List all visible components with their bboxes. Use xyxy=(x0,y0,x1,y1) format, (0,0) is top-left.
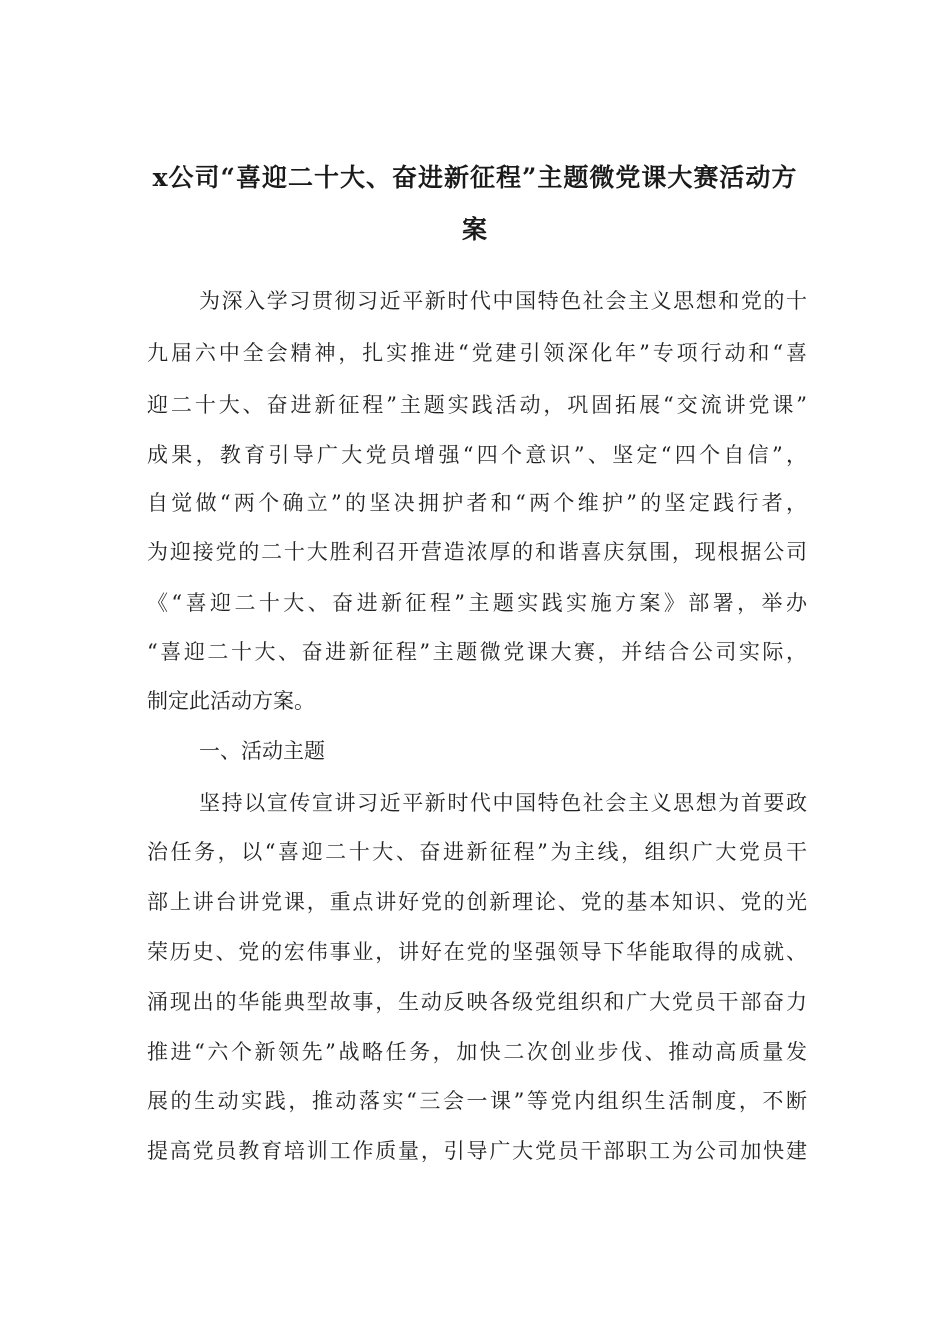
section-1-line-4: 荣历史、党的宏伟事业，讲好在党的坚强领导下华能取得的成就、 xyxy=(147,940,807,964)
intro-line-7: 《“喜迎二十大、奋进新征程”主题实践实施方案》部署，举办 xyxy=(147,591,807,615)
section-1-line-3: 部上讲台讲党课，重点讲好党的创新理论、党的基本知识、党的光 xyxy=(147,890,807,914)
intro-line-3: 迎二十大、奋进新征程”主题实践活动，巩固拓展“交流讲党课” xyxy=(147,393,807,417)
section-1-line-1: 坚持以宣传宣讲习近平新时代中国特色社会主义思想为首要政 xyxy=(199,791,807,815)
section-1-line-7: 展的生动实践，推动落实“三会一课”等党内组织生活制度，不断 xyxy=(147,1089,807,1113)
section-1-line-2: 治任务，以“喜迎二十大、奋进新征程”为主线，组织广大党员干 xyxy=(147,840,807,864)
intro-line-9: 制定此活动方案。 xyxy=(147,689,315,713)
intro-line-2: 九届六中全会精神，扎实推进“党建引领深化年”专项行动和“喜 xyxy=(147,341,807,365)
intro-line-4: 成果，教育引导广大党员增强“四个意识”、坚定“四个自信”， xyxy=(147,443,807,467)
intro-line-8: “喜迎二十大、奋进新征程”主题微党课大赛，并结合公司实际， xyxy=(147,640,807,664)
intro-line-1: 为深入学习贯彻习近平新时代中国特色社会主义思想和党的十 xyxy=(199,289,807,313)
intro-line-6: 为迎接党的二十大胜利召开营造浓厚的和谐喜庆氛围，现根据公司 xyxy=(147,540,807,564)
intro-line-5: 自觉做“两个确立”的坚决拥护者和“两个维护”的坚定践行者， xyxy=(147,491,807,515)
section-heading-theme: 一、活动主题 xyxy=(199,739,325,763)
document-title-line-1: x公司“喜迎二十大、奋进新征程”主题微党课大赛活动方 xyxy=(152,163,798,192)
section-1-line-6: 推进“六个新领先”战略任务，加快二次创业步伐、推动高质量发 xyxy=(147,1040,807,1064)
section-1-line-8: 提高党员教育培训工作质量，引导广大党员干部职工为公司加快建 xyxy=(147,1139,807,1163)
section-1-line-5: 涌现出的华能典型故事，生动反映各级党组织和广大党员干部奋力 xyxy=(147,990,807,1014)
document-title-line-2: 案 xyxy=(461,215,488,244)
